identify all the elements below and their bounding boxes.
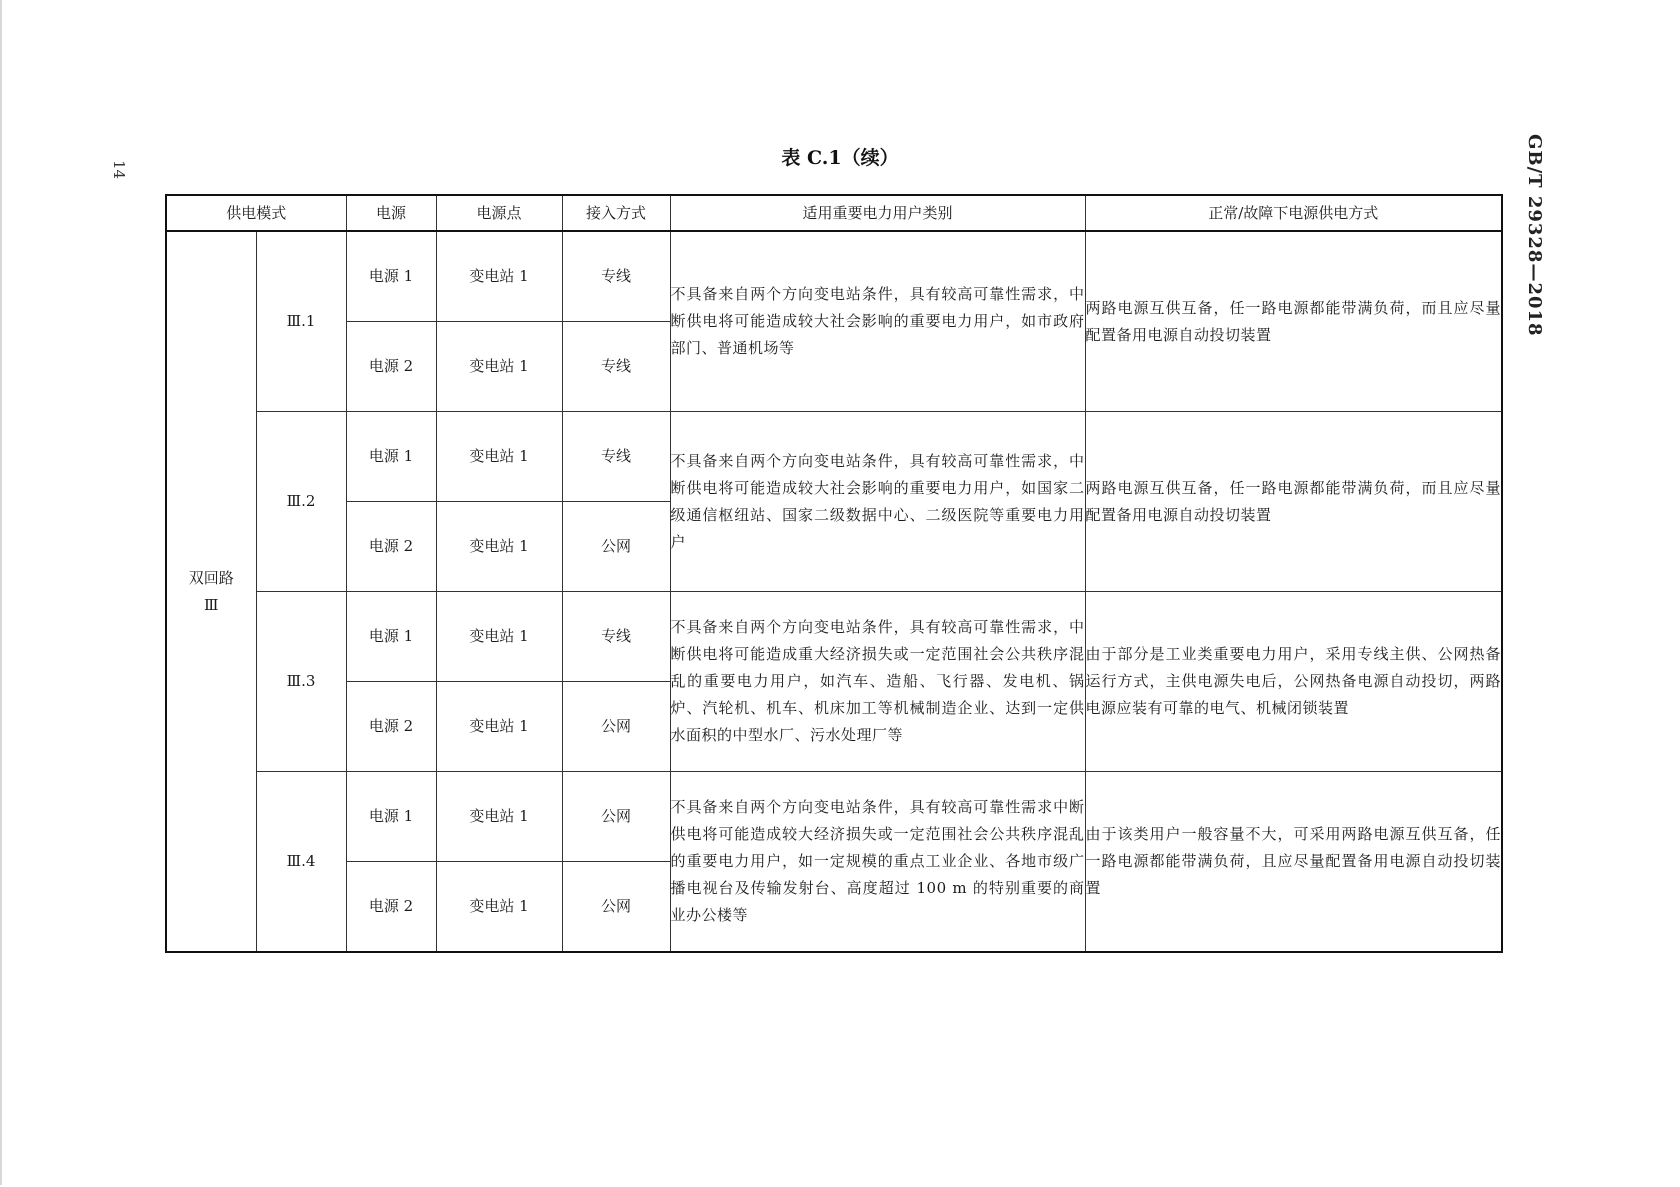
source-point-cell: 变电站 1 [436,502,562,592]
source-point-cell: 变电站 1 [436,862,562,953]
access-cell: 公网 [562,682,670,772]
access-cell: 公网 [562,862,670,953]
source-cell: 电源 2 [346,862,436,953]
source-cell: 电源 1 [346,231,436,322]
table-row [166,231,1502,322]
source-point-cell: 变电站 1 [436,592,562,682]
header-mode: 供电模式 [166,195,346,231]
access-cell: 专线 [562,231,670,322]
block-code: Ⅲ.3 [256,592,346,772]
source-point-cell: 变电站 1 [436,322,562,412]
user-category-cell: 不具备来自两个方向变电站条件，具有较高可靠性需求中断供电将可能造成较大经济损失或一定范围社会公共秩序混乱的重要电力用户，如一定规模的重点工业企业、各地市级广播电视台及传输发射台、高度超过 100 m 的特别重要的商业办公楼等 [670,772,1085,953]
block-code: Ⅲ.4 [256,772,346,953]
group-roman: Ⅲ [204,595,219,614]
header-source-point: 电源点 [436,195,562,231]
user-category-cell: 不具备来自两个方向变电站条件，具有较高可靠性需求，中断供电将可能造成重大经济损失或一定范围社会公共秩序混乱的重要电力用户，如汽车、造船、飞行器、发电机、锅炉、汽轮机、机车、机床加工等机械制造企业、达到一定供水面积的中型水厂、污水处理厂等 [670,592,1085,772]
access-cell: 专线 [562,412,670,502]
source-point-cell: 变电站 1 [436,231,562,322]
block-code: Ⅲ.2 [256,412,346,592]
source-cell: 电源 1 [346,412,436,502]
supply-method-cell: 由于部分是工业类重要电力用户，采用专线主供、公网热备运行方式，主供电源失电后，公网热备电源自动投切，两路电源应装有可靠的电气、机械闭锁装置 [1085,592,1502,772]
source-cell: 电源 1 [346,772,436,862]
source-point-cell: 变电站 1 [436,682,562,772]
source-cell: 电源 1 [346,592,436,682]
source-point-cell: 变电站 1 [436,412,562,502]
source-point-cell: 变电站 1 [436,772,562,862]
access-cell: 专线 [562,592,670,682]
access-cell: 公网 [562,502,670,592]
table-row [166,412,1502,502]
source-cell: 电源 2 [346,682,436,772]
access-cell: 专线 [562,322,670,412]
table-title: 表 C.1（续） [781,147,899,169]
table-header-row [166,195,1502,231]
group-cell [166,231,256,952]
table-row [166,772,1502,862]
supply-method-cell: 由于该类用户一般容量不大，可采用两路电源互供互备，任一路电源都能带满负荷，且应尽量配置备用电源自动投切装置 [1085,772,1502,953]
table-row [166,592,1502,682]
block-code: Ⅲ.1 [256,231,346,412]
header-user-category: 适用重要电力用户类别 [670,195,1085,231]
standard-code: GB/T 29328—2018 [1524,134,1545,337]
user-category-cell: 不具备来自两个方向变电站条件，具有较高可靠性需求，中断供电将可能造成较大社会影响的重要电力用户，如国家二级通信枢纽站、国家二级数据中心、二级医院等重要电力用户 [670,412,1085,592]
group-label: 双回路 [188,568,234,587]
supply-mode-table [165,194,1503,953]
header-source: 电源 [346,195,436,231]
supply-method-cell: 两路电源互供互备，任一路电源都能带满负荷，而且应尽量配置备用电源自动投切装置 [1085,412,1502,592]
header-access: 接入方式 [562,195,670,231]
page-number: 14 [110,160,128,180]
user-category-cell: 不具备来自两个方向变电站条件，具有较高可靠性需求，中断供电将可能造成较大社会影响的重要电力用户，如市政府部门、普通机场等 [670,231,1085,412]
source-cell: 电源 2 [346,502,436,592]
access-cell: 公网 [562,772,670,862]
source-cell: 电源 2 [346,322,436,412]
supply-method-cell: 两路电源互供互备，任一路电源都能带满负荷，而且应尽量配置备用电源自动投切装置 [1085,231,1502,412]
header-supply-method: 正常/故障下电源供电方式 [1085,195,1502,231]
